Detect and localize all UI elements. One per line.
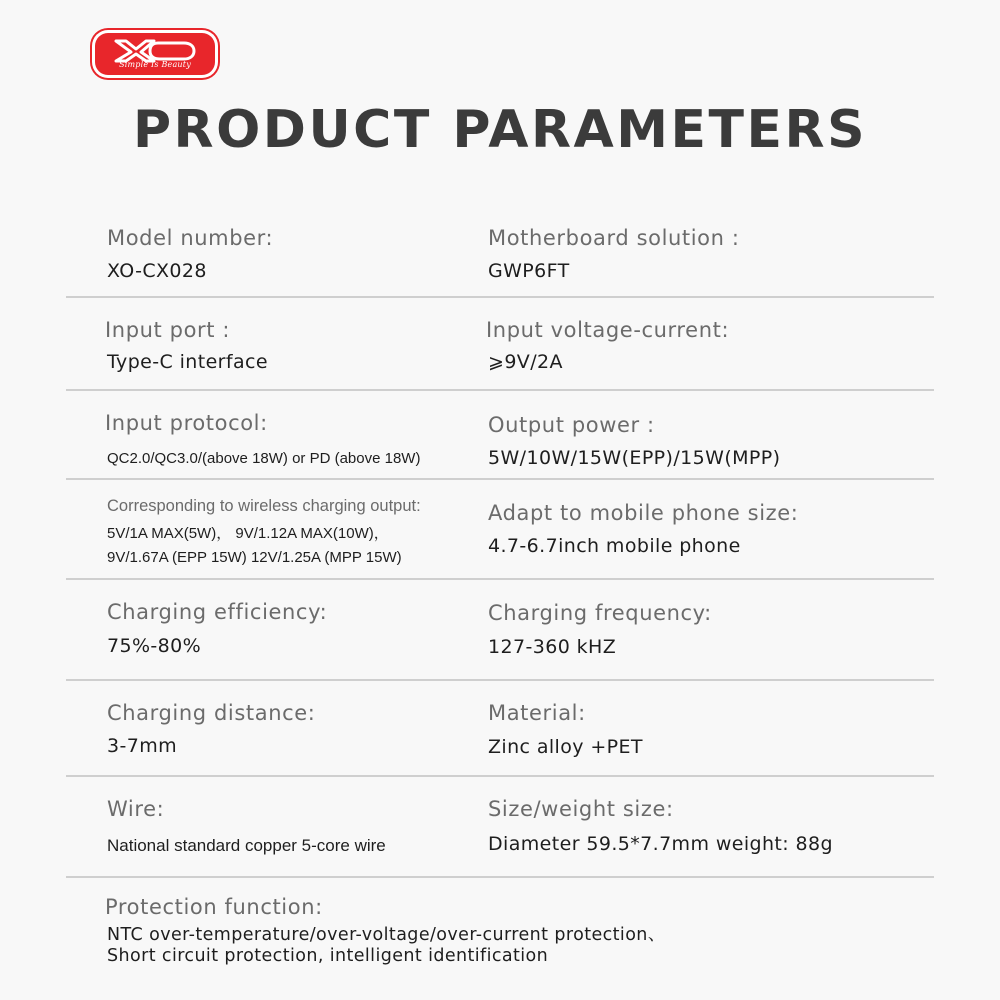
row-divider	[66, 876, 934, 878]
row-divider	[66, 478, 934, 480]
wire-label: Wire:	[107, 797, 165, 821]
phone-size-label: Adapt to mobile phone size:	[488, 501, 799, 525]
row-divider	[66, 296, 934, 298]
protection-line2: Short circuit protection, intelligent identification	[107, 946, 549, 966]
protection-line1: NTC over-temperature/over-voltage/over-current protection、	[107, 925, 666, 945]
motherboard-value: GWP6FT	[488, 260, 570, 282]
input-port-value: Type-C interface	[107, 351, 268, 373]
xo-logo-icon	[92, 30, 218, 78]
model-number-label: Model number:	[107, 226, 274, 250]
charging-efficiency-value: 75%-80%	[107, 635, 202, 657]
size-weight-value: Diameter 59.5*7.7mm weight: 88g	[488, 833, 833, 855]
charging-frequency-value: 127-360 kHZ	[488, 636, 617, 658]
wireless-output-line1: 5V/1A MAX(5W)， 9V/1.12A MAX(10W)，	[107, 525, 389, 542]
input-protocol-label: Input protocol:	[105, 411, 268, 435]
material-value: Zinc alloy +PET	[488, 736, 643, 758]
input-voltage-label: Input voltage-current:	[486, 318, 730, 342]
row-divider	[66, 578, 934, 580]
input-voltage-value: ⩾9V/2A	[488, 351, 563, 373]
charging-efficiency-label: Charging efficiency:	[107, 600, 328, 624]
wire-value: National standard copper 5-core wire	[107, 836, 386, 855]
output-power-value: 5W/10W/15W(EPP)/15W(MPP)	[488, 447, 781, 469]
page-title: PRODUCT PARAMETERS	[132, 100, 868, 160]
charging-frequency-label: Charging frequency:	[488, 601, 712, 625]
brand-logo	[92, 30, 218, 78]
motherboard-label: Motherboard solution :	[488, 226, 740, 250]
charging-distance-label: Charging distance:	[107, 701, 316, 725]
wireless-output-line2: 9V/1.67A (EPP 15W) 12V/1.25A (MPP 15W)	[107, 549, 402, 566]
brand-tagline: Simple Is Beauty	[119, 60, 191, 69]
material-label: Material:	[488, 701, 586, 725]
row-divider	[66, 389, 934, 391]
output-power-label: Output power :	[488, 413, 655, 437]
size-weight-label: Size/weight size:	[488, 797, 674, 821]
input-port-label: Input port :	[105, 318, 231, 342]
model-number-value: XO-CX028	[107, 260, 207, 282]
protection-label: Protection function:	[105, 895, 323, 919]
charging-distance-value: 3-7mm	[107, 735, 178, 757]
row-divider	[66, 679, 934, 681]
phone-size-value: 4.7-6.7inch mobile phone	[488, 535, 741, 557]
input-protocol-value: QC2.0/QC3.0/(above 18W) or PD (above 18W)	[107, 450, 421, 467]
wireless-output-label: Corresponding to wireless charging output:	[107, 497, 421, 515]
row-divider	[66, 775, 934, 777]
